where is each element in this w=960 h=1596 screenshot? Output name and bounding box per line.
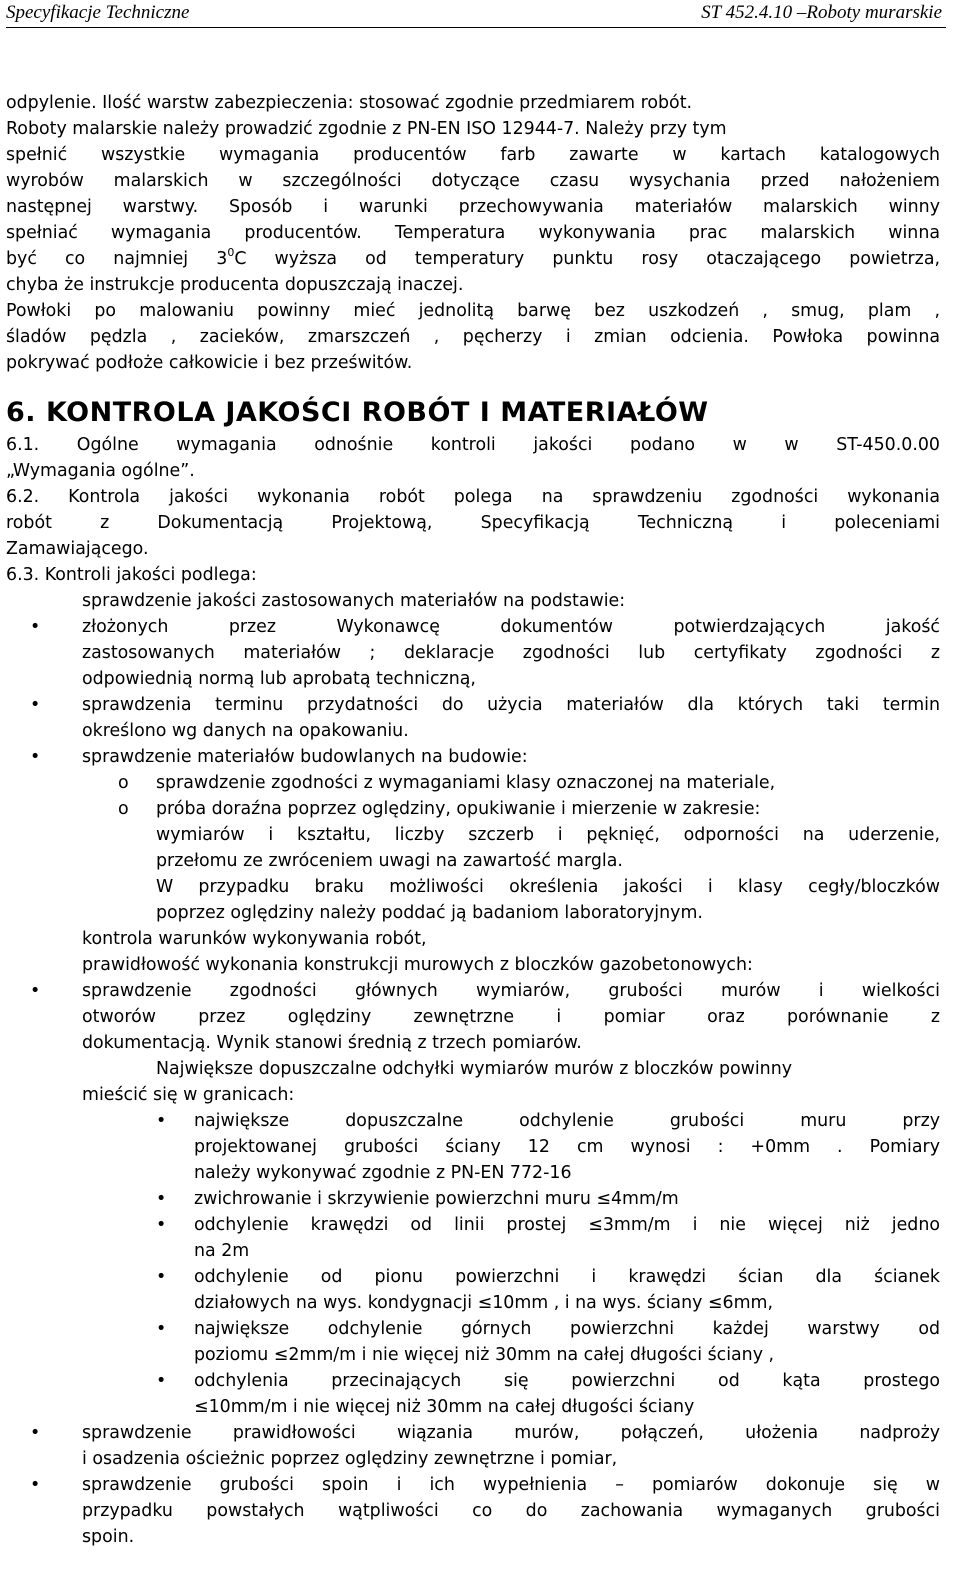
- sub-list-item-text: wymiarów i kształtu, liczby szczerb i pęknięć, odporności na uderzenie,: [156, 825, 940, 845]
- bullet-icon: •: [30, 617, 41, 637]
- intro-line: chyba że instrukcje producenta dopuszczają inaczej.: [6, 275, 464, 295]
- superscript: 0: [227, 246, 235, 259]
- intro-line: pokrywać podłoże całkowicie i bez prześwitów.: [6, 353, 413, 373]
- list-item: [6, 692, 940, 744]
- list-item-text: spoin.: [82, 1527, 135, 1547]
- list-item-text: sprawdzenie grubości spoin i ich wypełnienia – pomiarów dokonuje się w: [82, 1475, 940, 1495]
- paragraph-6-2-cont: Zamawiającego.: [6, 539, 149, 559]
- list-item-text: i osadzenia ościeżnic poprzez oględziny zewnętrzne i pomiar,: [82, 1449, 618, 1469]
- list-item-text: zastosowanych materiałów ; deklaracje zgodności lub certyfikaty zgodności z: [82, 643, 940, 663]
- sub-list-item-text: W przypadku braku możliwości określenia jakości i klasy cegły/bloczków: [156, 877, 940, 897]
- deviation-text: zwichrowanie i skrzywienie powierzchni muru ≤4mm/m: [194, 1189, 679, 1209]
- list-item-text: określono wg danych na opakowaniu.: [82, 721, 409, 741]
- list-item: [6, 744, 940, 770]
- header-title-right: ST 452.4.10 –Roboty murarskie: [701, 2, 942, 23]
- list-item: [6, 1420, 940, 1472]
- bullet-icon: •: [156, 1267, 167, 1287]
- deviation-item: [6, 1108, 940, 1186]
- paragraph-6-1: 6.1. Ogólne wymagania odnośnie kontroli jakości podano w w ST-450.0.00: [6, 435, 940, 455]
- deviation-intro: mieścić się w granicach:: [82, 1085, 295, 1105]
- list-item-text: otworów przez oględziny zewnętrzne i pomiar oraz porównanie z: [82, 1007, 940, 1027]
- deviation-text: ≤10mm/m i nie więcej niż 30mm na całej długości ściany: [194, 1397, 695, 1417]
- header-title-left: Specyfikacje Techniczne: [6, 2, 190, 23]
- page-header: [6, 0, 946, 28]
- text-span: C wyższa od temperatury punktu rosy otaczającego powietrza,: [234, 249, 941, 269]
- list-item-text: przypadku powstałych wątpliwości co do zachowania wymaganych grubości: [82, 1501, 940, 1521]
- intro-line: następnej warstwy. Sposób i warunki przechowywania materiałów malarskich winny: [6, 197, 940, 217]
- list-item: [6, 1472, 940, 1550]
- list-item: [6, 978, 940, 1056]
- bullet-icon: •: [156, 1111, 167, 1131]
- deviation-text: należy wykonywać zgodnie z PN-EN 772-16: [194, 1163, 572, 1183]
- control-line: prawidłowość wykonania konstrukcji murowych z bloczków gazobetonowych:: [82, 955, 753, 975]
- sub-list-item: [6, 796, 940, 926]
- list-item-text: dokumentacją. Wynik stanowi średnią z trzech pomiarów.: [82, 1033, 582, 1053]
- list-item-text: sprawdzenie zgodności głównych wymiarów, grubości murów i wielkości: [82, 981, 940, 1001]
- sub-list-item: [6, 770, 940, 796]
- list-item-text: sprawdzenie prawidłowości wiązania murów, połączeń, ułożenia nadproży: [82, 1423, 940, 1443]
- list-item-text: sprawdzenia terminu przydatności do użycia materiałów dla których taki termin: [82, 695, 940, 715]
- intro-line: spełniać wymagania producentów. Temperatura wykonywania prac malarskich winna: [6, 223, 940, 243]
- control-line: kontrola warunków wykonywania robót,: [82, 929, 427, 949]
- check-materials-line: sprawdzenie jakości zastosowanych materiałów na podstawie:: [82, 591, 626, 611]
- intro-line: śladów pędzla , zacieków, zmarszczeń , pęcherzy i zmian odcienia. Powłoka powinna: [6, 327, 940, 347]
- list-item-text: odpowiednią normą lub aprobatą techniczną,: [82, 669, 476, 689]
- bullet-icon: •: [30, 747, 41, 767]
- deviation-text: odchylenie od pionu powierzchni i krawędzi ścian dla ścianek: [194, 1267, 940, 1287]
- intro-line: Powłoki po malowaniu powinny mieć jednolitą barwę bez uszkodzeń , smug, plam ,: [6, 301, 940, 321]
- sub-list-item-text: przełomu ze zwróceniem uwagi na zawartość margla.: [156, 851, 623, 871]
- deviation-text: projektowanej grubości ściany 12 cm wynosi : +0mm . Pomiary: [194, 1137, 940, 1157]
- list-item: [6, 614, 940, 692]
- paragraph-6-2-cont: robót z Dokumentacją Projektową, Specyfikacją Techniczną i poleceniami: [6, 513, 940, 533]
- paragraph-6-2: 6.2. Kontrola jakości wykonania robót polega na sprawdzeniu zgodności wykonania: [6, 487, 940, 507]
- section-heading: 6. KONTROLA JAKOŚCI ROBÓT I MATERIAŁÓW: [6, 397, 709, 428]
- deviation-item: [6, 1212, 940, 1264]
- deviation-text: odchylenie krawędzi od linii prostej ≤3mm/m i nie więcej niż jedno: [194, 1215, 940, 1235]
- bullet-icon: •: [30, 1475, 41, 1495]
- paragraph-6-3: 6.3. Kontroli jakości podlega:: [6, 565, 257, 585]
- deviation-intro: Największe dopuszczalne odchyłki wymiarów murów z bloczków powinny: [156, 1059, 793, 1079]
- text-span: być co najmniej 3: [6, 249, 228, 269]
- deviation-text: działowych na wys. kondygnacji ≤10mm , i na wys. ściany ≤6mm,: [194, 1293, 773, 1313]
- paragraph-6-1-cont: „Wymagania ogólne”.: [6, 461, 195, 481]
- deviation-text: odchylenia przecinających się powierzchni od kąta prostego: [194, 1371, 940, 1391]
- sub-list-item-text: próba doraźna poprzez oględziny, opukiwanie i mierzenie w zakresie:: [156, 799, 761, 819]
- list-item-text: złożonych przez Wykonawcę dokumentów potwierdzających jakość: [82, 617, 940, 637]
- deviation-item: [6, 1264, 940, 1316]
- bullet-icon: •: [30, 981, 41, 1001]
- deviation-text: poziomu ≤2mm/m i nie więcej niż 30mm na całej długości ściany ,: [194, 1345, 775, 1365]
- deviation-item: [6, 1186, 940, 1212]
- document-body: [6, 90, 940, 1550]
- bullet-icon: •: [156, 1371, 167, 1391]
- intro-line: Roboty malarskie należy prowadzić zgodnie z PN-EN ISO 12944-7. Należy przy tym: [6, 119, 727, 139]
- intro-line: wyrobów malarskich w szczególności dotyczące czasu wysychania przed nałożeniem: [6, 171, 940, 191]
- intro-line: odpylenie. Ilość warstw zabezpieczenia: stosować zgodnie przedmiarem robót.: [6, 93, 693, 113]
- intro-line: [6, 246, 940, 272]
- bullet-icon: •: [156, 1319, 167, 1339]
- sub-list-item-text: poprzez oględziny należy poddać ją badaniom laboratoryjnym.: [156, 903, 703, 923]
- circle-bullet-icon: o: [118, 799, 129, 819]
- bullet-icon: •: [156, 1215, 167, 1235]
- bullet-icon: •: [30, 695, 41, 715]
- deviation-text: największe odchylenie górnych powierzchni każdej warstwy od: [194, 1319, 940, 1339]
- sub-list-item-text: sprawdzenie zgodności z wymaganiami klasy oznaczonej na materiale,: [156, 773, 776, 793]
- bullet-icon: •: [156, 1189, 167, 1209]
- deviation-text: na 2m: [194, 1241, 250, 1261]
- intro-paragraph: [6, 90, 940, 376]
- deviation-item: [6, 1316, 940, 1368]
- deviation-item: [6, 1368, 940, 1420]
- bullet-icon: •: [30, 1423, 41, 1443]
- circle-bullet-icon: o: [118, 773, 129, 793]
- intro-line: spełnić wszystkie wymagania producentów farb zawarte w kartach katalogowych: [6, 145, 940, 165]
- list-item-text: sprawdzenie materiałów budowlanych na budowie:: [82, 747, 528, 767]
- deviation-text: największe dopuszczalne odchylenie grubości muru przy: [194, 1111, 940, 1131]
